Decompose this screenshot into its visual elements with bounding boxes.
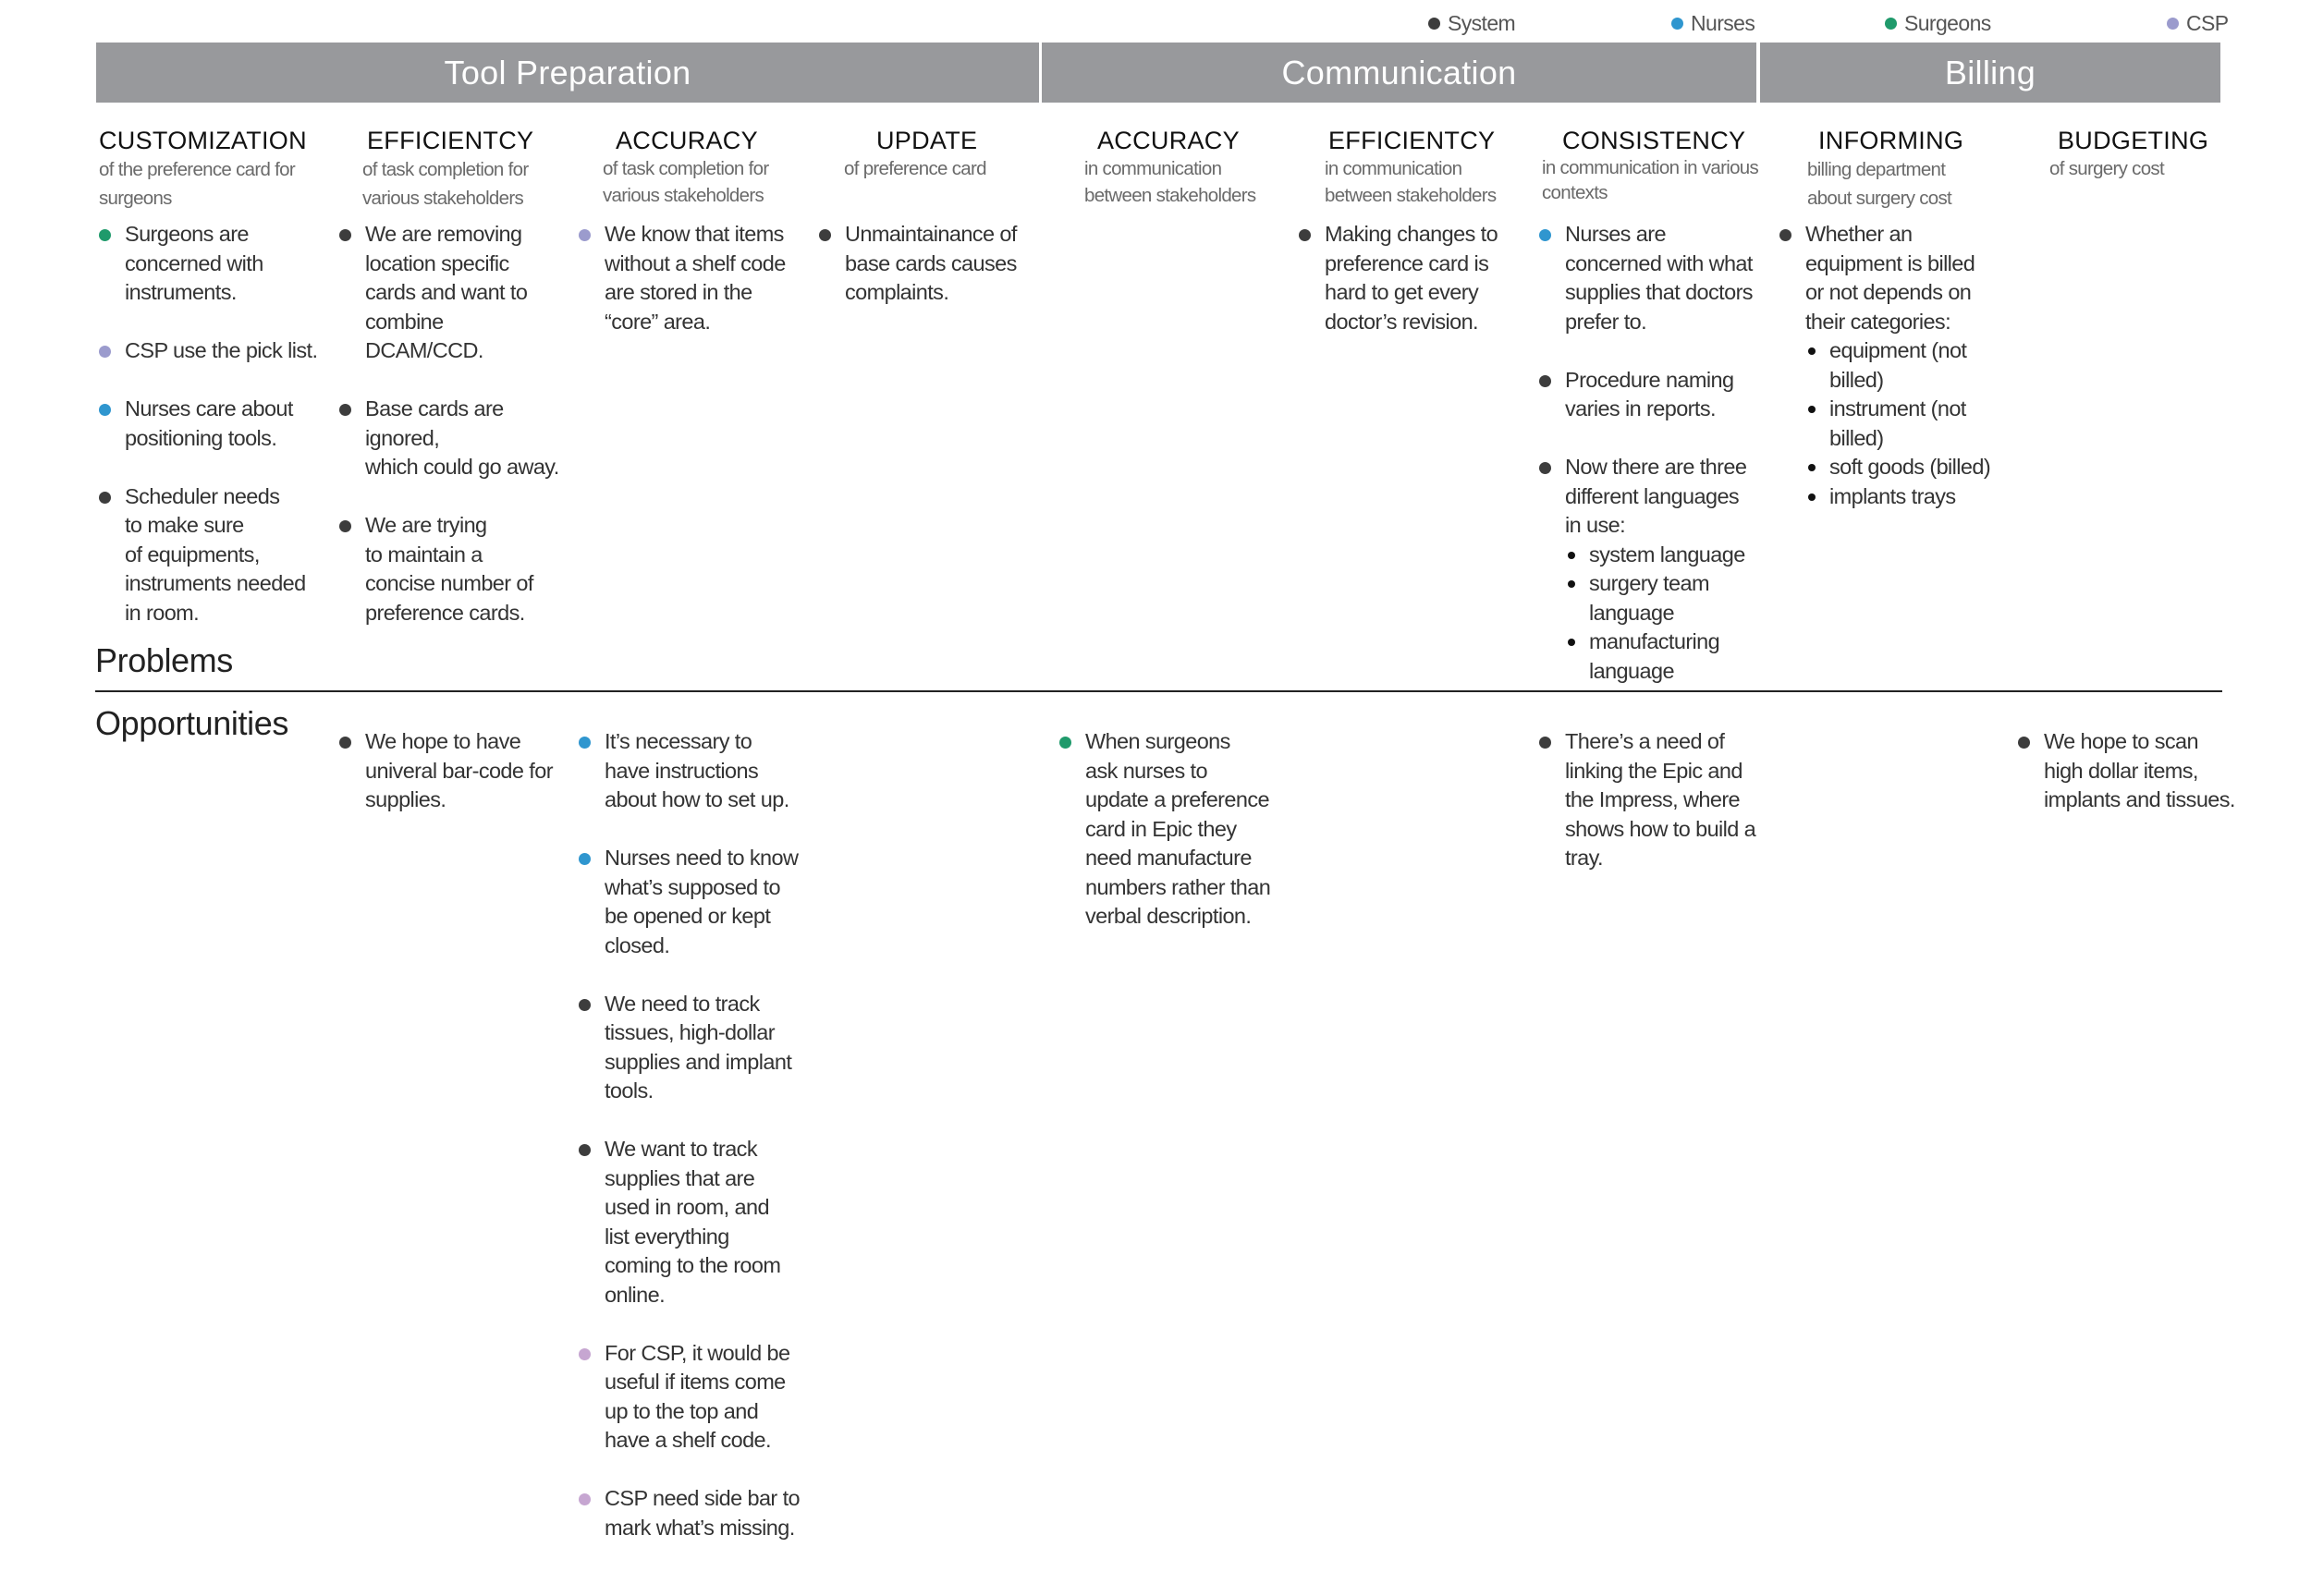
column-subtitle: of preference card <box>844 158 986 179</box>
list-item-text: Scheduler needs to make sure of equipments, instruments needed in room. <box>125 483 306 625</box>
list-item-text: It’s necessary to have instructions about how to set up. <box>605 729 789 811</box>
list-item <box>1299 220 1539 336</box>
legend-label: System <box>1448 10 1516 35</box>
legend-dot-icon <box>1671 18 1683 30</box>
column-header-customization <box>99 126 348 213</box>
bullet-dot-icon <box>339 737 351 749</box>
list-item <box>579 220 819 336</box>
section-divider <box>95 690 2222 692</box>
bullet-dot-icon <box>1299 229 1311 241</box>
legend-label: CSP <box>2186 10 2229 35</box>
opportunities-list <box>1059 727 1300 960</box>
column-subtitle: of the preference card for surgeons <box>99 159 295 209</box>
bullet-dot-icon <box>1539 229 1551 241</box>
sub-list <box>1805 336 2020 511</box>
list-item <box>1539 727 1779 873</box>
bullet-dot-icon <box>579 737 591 749</box>
column-header-informing <box>1807 126 2057 213</box>
column-subtitle: in communication between stakeholders <box>1084 158 1256 206</box>
list-item-text: Procedure naming varies in reports. <box>1565 367 1734 420</box>
list-item-text: Nurses are concerned with what supplies that doctors prefer to. <box>1565 222 1753 334</box>
bullet-dot-icon <box>339 229 351 241</box>
column-title: INFORMING <box>1818 127 1964 154</box>
column-title: CUSTOMIZATION <box>99 127 307 154</box>
list-item-text: Unmaintainance of base cards causes complaints. <box>845 222 1017 304</box>
problems-list <box>339 220 580 657</box>
column-title: EFFICIENTCY <box>1328 127 1496 154</box>
list-item <box>339 511 580 627</box>
opportunities-list <box>1539 727 1779 902</box>
legend-dot-icon <box>1885 18 1897 30</box>
list-item <box>819 220 1059 308</box>
category-billing: Billing <box>1760 43 2220 103</box>
column-header-accuracy-prep <box>603 126 852 209</box>
list-item-text: We hope to have univeral bar-code for supplies. <box>365 729 553 811</box>
legend-item-csp <box>2167 9 2229 37</box>
list-item <box>579 844 819 960</box>
column-title: UPDATE <box>876 127 978 154</box>
list-item <box>579 1135 819 1310</box>
bullet-dot-icon <box>1059 737 1071 749</box>
list-item-text: Whether an equipment is billed or not depends on their categories: <box>1805 222 1975 334</box>
sub-list-item: instrument (not billed) <box>1805 395 2020 453</box>
sub-list <box>1565 541 1779 687</box>
column-header-consistency <box>1542 126 1819 205</box>
list-item-text: Now there are three different languages in use: <box>1565 455 1747 537</box>
column-subtitle: in communication in various contexts <box>1542 157 1759 203</box>
column-title: ACCURACY <box>616 127 758 154</box>
legend-label: Surgeons <box>1904 10 1991 35</box>
list-item <box>579 727 819 815</box>
bullet-dot-icon <box>579 1348 591 1360</box>
legend-item-surgeons <box>1885 9 1991 37</box>
list-item-text: CSP need side bar to mark what’s missing. <box>605 1486 800 1540</box>
bullet-dot-icon <box>579 853 591 865</box>
list-item <box>99 336 339 366</box>
bullet-dot-icon <box>99 346 111 358</box>
list-item <box>579 990 819 1106</box>
bullet-dot-icon <box>2018 737 2030 749</box>
bullet-dot-icon <box>579 999 591 1011</box>
column-subtitle: of task completion for various stakeholders <box>362 159 529 209</box>
legend-item-system <box>1428 9 1515 37</box>
problems-list <box>1299 220 1539 366</box>
bullet-dot-icon <box>339 520 351 532</box>
list-item-text: When surgeons ask nurses to update a preference card in Epic they need manufacture numbers rather than verbal description. <box>1085 729 1271 928</box>
column-title: CONSISTENCY <box>1562 127 1746 154</box>
list-item-text: For CSP, it would be useful if items come up to the top and have a shelf code. <box>605 1340 790 1452</box>
list-item-text: Nurses need to know what’s supposed to be opened or kept closed. <box>605 846 799 957</box>
list-item-text: We hope to scan high dollar items, implants and tissues. <box>2044 729 2235 811</box>
list-item <box>339 727 580 815</box>
sub-list-item: equipment (not billed) <box>1805 336 2020 395</box>
list-item-text: Making changes to preference card is hard to get every doctor’s revision. <box>1325 222 1498 334</box>
section-label-problems: Problems <box>95 641 233 679</box>
bullet-dot-icon <box>99 404 111 416</box>
list-item-text: CSP use the pick list. <box>125 338 318 362</box>
list-item <box>1539 453 1779 686</box>
sub-list-item: system language <box>1565 541 1779 570</box>
legend-label: Nurses <box>1691 10 1755 35</box>
column-title: BUDGETING <box>2058 127 2209 154</box>
bullet-dot-icon <box>339 404 351 416</box>
bullet-dot-icon <box>579 1144 591 1156</box>
opportunities-list <box>339 727 580 844</box>
bullet-dot-icon <box>1539 462 1551 474</box>
list-item <box>99 482 339 628</box>
list-item <box>579 1484 819 1542</box>
bullet-dot-icon <box>579 229 591 241</box>
list-item-text: We want to track supplies that are used in room, and list everything coming to the room online. <box>605 1137 781 1307</box>
list-item <box>1059 727 1300 932</box>
bullet-dot-icon <box>99 492 111 504</box>
opportunities-list <box>2018 727 2258 844</box>
problems-list <box>579 220 819 366</box>
column-header-budgeting <box>2049 126 2299 182</box>
list-item-text: Surgeons are concerned with instruments. <box>125 222 263 304</box>
section-label-opportunities: Opportunities <box>95 704 288 742</box>
category-communication: Communication <box>1042 43 1756 103</box>
legend-dot-icon <box>1428 18 1440 30</box>
column-header-efficiency <box>362 126 612 213</box>
column-title: ACCURACY <box>1097 127 1240 154</box>
list-item <box>99 220 339 308</box>
category-tool-preparation: Tool Preparation <box>96 43 1039 103</box>
sub-list-item: soft goods (billed) <box>1805 453 2020 482</box>
column-header-update <box>844 126 1094 182</box>
column-header-efficiency-comm <box>1325 126 1574 209</box>
list-item <box>2018 727 2258 815</box>
column-subtitle: of surgery cost <box>2049 158 2164 179</box>
bullet-dot-icon <box>1539 375 1551 387</box>
list-item-text: Nurses care about positioning tools. <box>125 396 293 450</box>
bullet-dot-icon <box>819 229 831 241</box>
column-title: EFFICIENTCY <box>367 127 534 154</box>
sub-list-item: manufacturing language <box>1565 627 1779 686</box>
list-item <box>579 1339 819 1456</box>
legend-item-nurses <box>1671 9 1755 37</box>
sub-list-item: surgery team language <box>1565 569 1779 627</box>
opportunities-list <box>579 727 819 1572</box>
list-item-text: We need to track tissues, high-dollar supplies and implant tools. <box>605 991 792 1103</box>
list-item <box>1539 220 1779 336</box>
list-item-text: We know that items without a shelf code are stored in the “core” area. <box>605 222 786 334</box>
problems-list <box>819 220 1059 336</box>
list-item <box>1539 366 1779 424</box>
problems-list <box>1539 220 1779 715</box>
column-subtitle: billing department about surgery cost <box>1807 159 1952 209</box>
list-item-text: We are trying to maintain a concise number of preference cards. <box>365 513 533 625</box>
list-item-text: There’s a need of linking the Epic and the Impress, where shows how to build a tray. <box>1565 729 1756 870</box>
column-header-accuracy-comm <box>1084 126 1334 209</box>
bullet-dot-icon <box>99 229 111 241</box>
column-subtitle: in communication between stakeholders <box>1325 158 1497 206</box>
column-subtitle: of task completion for various stakeholders <box>603 158 769 206</box>
list-item <box>1779 220 2020 511</box>
bullet-dot-icon <box>579 1493 591 1505</box>
list-item <box>99 395 339 453</box>
problems-list <box>1779 220 2020 541</box>
list-item <box>339 395 580 482</box>
list-item-text: We are removing location specific cards and want to combine DCAM/CCD. <box>365 222 528 362</box>
legend-dot-icon <box>2167 18 2179 30</box>
list-item-text: Base cards are ignored, which could go away. <box>365 396 559 479</box>
sub-list-item: implants trays <box>1805 482 2020 512</box>
bullet-dot-icon <box>1539 737 1551 749</box>
list-item <box>339 220 580 366</box>
bullet-dot-icon <box>1779 229 1791 241</box>
problems-list <box>99 220 339 657</box>
